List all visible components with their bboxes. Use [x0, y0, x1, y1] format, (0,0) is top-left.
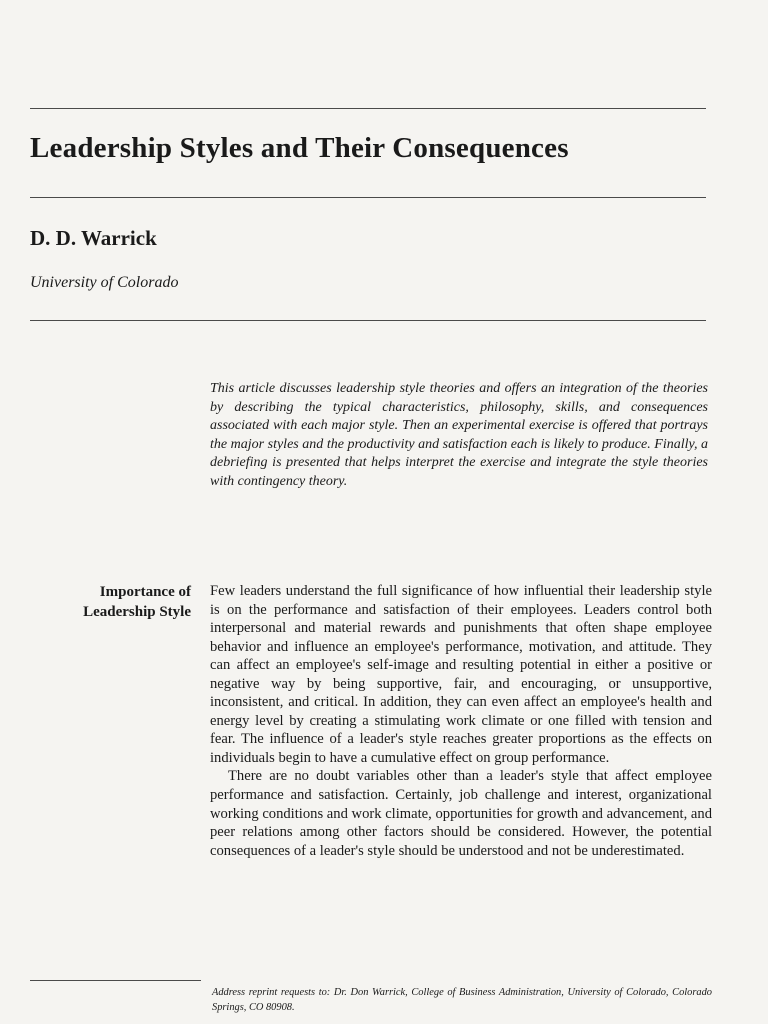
author-affiliation: University of Colorado — [30, 274, 179, 291]
body-paragraph: There are no doubt variables other than a leader's style that affect employee performance and satisfaction. Certainly, job challenge and interest, organizational working conditions and work climate, opportunities for growth and advancement, and peer relations among other factors should be considered. However, the potential consequences of a leader's style should be understood and not be underestimated. — [210, 768, 712, 859]
article-title: Leadership Styles and Their Consequences — [30, 132, 569, 164]
top-rule — [30, 108, 706, 109]
abstract: This article discusses leadership style theories and offers an integration of the theories by describing the typical characteristics, philosophy, skills, and consequences associated with each major style. Then an experimental exercise is offered that portrays the major styles and the productivity and satisfaction each is likely to produce. Finally, a debriefing is presented that helps interpret the exercise and integrate the style theories with contingency theory. — [210, 381, 708, 489]
author-name: D. D. Warrick — [30, 226, 157, 250]
footnote: Address reprint requests to: Dr. Don Warrick, College of Business Administration, University of Colorado, Colorado Springs, CO 80908. — [212, 987, 712, 1013]
body-paragraph: Few leaders understand the full significance of how influential their leadership style is on the performance and satisfaction of their employees. Leaders control both interpersonal and material rewards and punishments that often shape employee behavior and influence an employee's performance, motivation, and attitude. They can affect an employee's self-image and resulting potential in either a positive or negative way by being supportive, fair, and encouraging, or unsupportive, inconsistent, and critical. In addition, they can even affect an employee's health and energy level by creating a stimulating work climate or one filled with tension and fear. The influence of a leader's style reaches greater proportions as the effects on individuals begin to have a cumulative effect on group performance. — [210, 583, 712, 766]
section-heading: Importance of Leadership Style — [83, 584, 191, 620]
header-bottom-rule — [30, 320, 706, 321]
footnote-rule — [30, 980, 201, 981]
section-body — [210, 582, 712, 860]
title-rule — [30, 197, 706, 198]
